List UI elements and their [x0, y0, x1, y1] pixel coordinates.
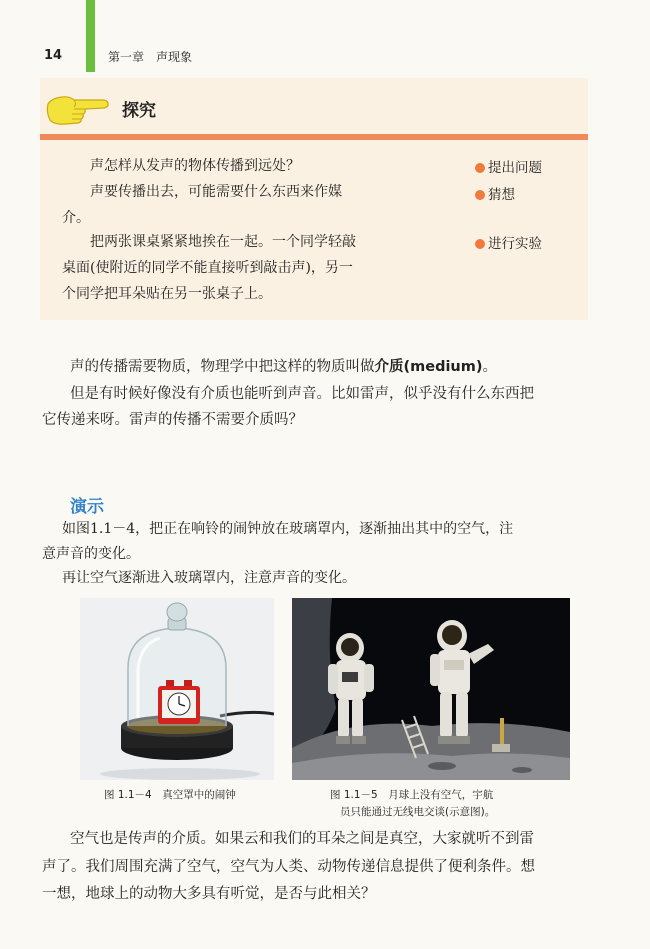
paragraph2-line3: 一想，地球上的动物大多具有听觉，是否与此相关？: [42, 886, 376, 902]
paragraph2-line2: 声了。我们周围充满了空气，空气为人类、动物传递信息提供了便利条件。想: [42, 859, 535, 875]
demo-line-2: 意声音的变化。: [42, 546, 140, 562]
figure-1-1-5-caption-line1: 图 1.1－5 月球上没有空气，宇航: [330, 789, 494, 801]
explore-line-4: 把两张课桌紧紧地挨在一起。一个同学轻敲: [90, 234, 356, 250]
page-number: 14: [44, 48, 63, 63]
label-hypothesis: 猜想: [475, 183, 515, 203]
paragraph1-line1: 声的传播需要物质，物理学中把这样的物质叫做介质(medium)。: [70, 359, 497, 375]
explore-line-2: 声要传播出去，可能需要什么东西来作媒: [90, 184, 342, 200]
paragraph1-line3: 它传递来呀。雷声的传播不需要介质吗？: [42, 412, 303, 428]
paragraph2-line1: 空气也是传声的介质。如果云和我们的耳朵之间是真空，大家就听不到雷: [70, 831, 534, 847]
demo-title: 演示: [70, 497, 104, 517]
figure-1-1-4-caption: 图 1.1－4 真空罩中的闹钟: [104, 789, 236, 801]
figure-1-1-5-caption-line2: 员只能通过无线电交谈(示意图)。: [340, 806, 496, 818]
pointing-hand-icon: [44, 92, 110, 128]
paragraph1-line2: 但是有时候好像没有介质也能听到声音。比如雷声，似乎没有什么东西把: [70, 386, 534, 402]
demo-line-1: 如图1.1－4，把正在响铃的闹钟放在玻璃罩内，逐渐抽出其中的空气，注: [62, 521, 514, 537]
label-experiment: 进行实验: [475, 232, 542, 252]
demo-line-3: 再让空气逐渐进入玻璃罩内，注意声音的变化。: [62, 570, 356, 586]
bullet-dot-icon: [475, 163, 485, 173]
term-medium: 介质(medium): [374, 359, 483, 375]
explore-line-5: 桌面(使附近的同学不能直接听到敲击声)，另一: [62, 260, 353, 276]
explore-divider: [40, 134, 588, 140]
explore-title: 探究: [122, 101, 156, 121]
explore-line-3: 介。: [62, 210, 90, 226]
explore-line-6: 个同学把耳朵贴在另一张桌子上。: [62, 286, 272, 302]
bullet-dot-icon: [475, 239, 485, 249]
label-ask-question: 提出问题: [475, 156, 542, 176]
moon-astronauts-photo: [292, 598, 570, 780]
chapter-title: 第一章 声现象: [108, 50, 193, 64]
explore-line-1: 声怎样从发声的物体传播到远处？: [90, 158, 300, 174]
bullet-dot-icon: [475, 190, 485, 200]
header-accent-bar: [86, 0, 95, 72]
bell-jar-photo: [80, 598, 274, 780]
